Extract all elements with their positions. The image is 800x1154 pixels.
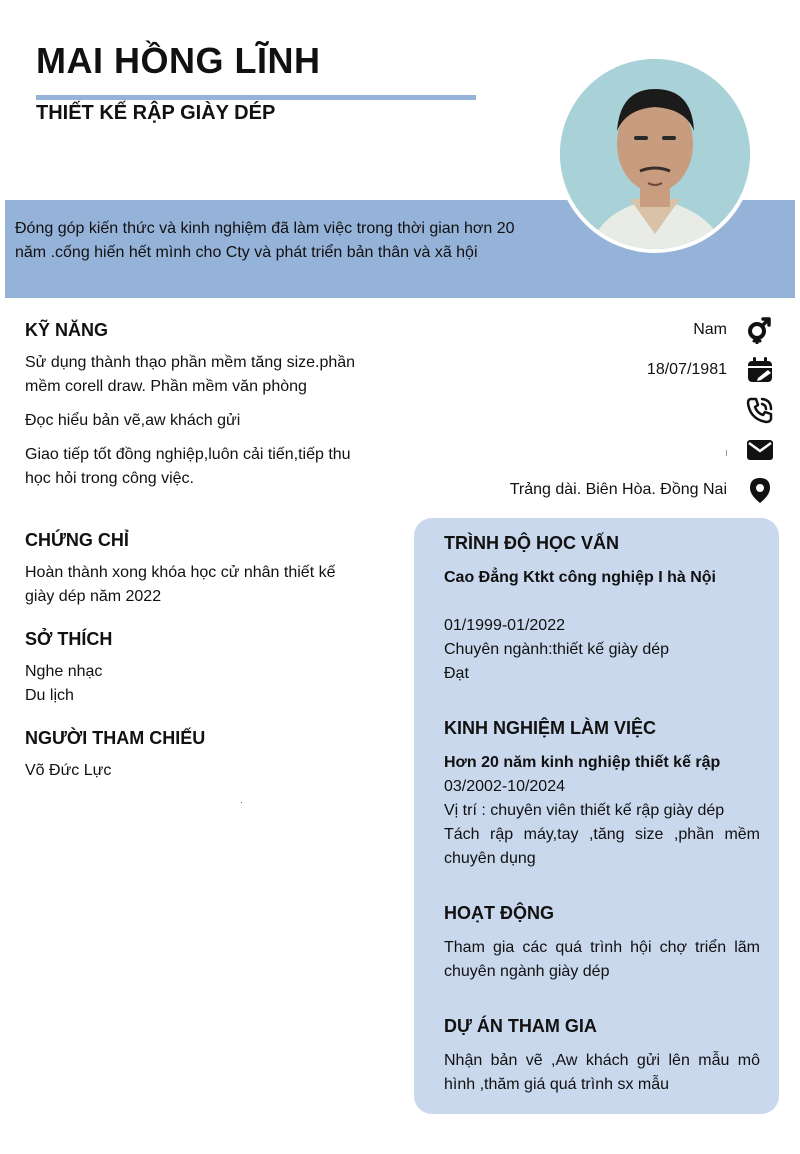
candidate-name: MAI HỒNG LĨNH <box>36 40 321 81</box>
certificates-section <box>25 530 365 609</box>
skills-section <box>25 320 365 491</box>
birthdate-row <box>647 355 775 385</box>
skill-item: Đọc hiểu bản vẽ,aw khách gửi <box>25 412 241 429</box>
certificate-item: Hoàn thành xong khóa học cử nhân thiết kế giày dép năm 2022 <box>25 564 336 605</box>
experience-section <box>444 718 760 871</box>
activities-section <box>444 903 760 984</box>
experience-title: Hơn 20 năm kinh nghiệp thiết kế rập <box>444 754 721 771</box>
hobby-item: Du lịch <box>25 687 74 704</box>
email-row <box>727 435 775 465</box>
profile-photo <box>556 55 754 253</box>
title-divider <box>36 95 476 100</box>
activities-description: Tham gia các quá trình hội chợ triển lãm chuyên ngành giày dép <box>444 939 760 980</box>
email-icon <box>745 435 775 465</box>
education-result: Đạt <box>444 665 469 682</box>
location-icon <box>745 475 775 505</box>
gender-value: Nam <box>693 321 727 338</box>
projects-heading: DỰ ÁN THAM GIA <box>444 1016 597 1036</box>
phone-icon <box>745 395 775 425</box>
skill-item: Sử dụng thành thạo phần mềm tăng size.phần mềm corell draw. Phần mềm văn phòng <box>25 354 356 395</box>
projects-section <box>444 1016 760 1097</box>
reference-item: Võ Đức Lực <box>25 762 112 779</box>
stray-dot <box>241 802 242 803</box>
experience-position: Vị trí : chuyên viên thiết kế rập giày dép <box>444 802 725 819</box>
experience-period: 03/2002-10/2024 <box>444 778 565 795</box>
education-heading: TRÌNH ĐỘ HỌC VẤN <box>444 533 619 553</box>
references-section <box>25 728 365 783</box>
activities-heading: HOẠT ĐỘNG <box>444 903 554 923</box>
birthdate-value: 18/07/1981 <box>646 361 727 378</box>
hobbies-heading: SỞ THÍCH <box>25 629 113 649</box>
gender-icon <box>745 315 775 345</box>
phone-row <box>727 395 775 425</box>
experience-description: Tách rập máy,tay ,tăng size ,phần mềm chuyên dụng <box>444 826 760 867</box>
projects-description: Nhận bản vẽ ,Aw khách gửi lên mẫu mô hình ,thăm giá quá trình sx mẫu <box>444 1052 760 1093</box>
skill-item: Giao tiếp tốt đồng nghiệp,luôn cải tiến,tiếp thu học hỏi trong công việc. <box>25 446 351 487</box>
address-value: Trảng dài. Biên Hòa. Đồng Nai <box>509 481 727 498</box>
education-period: 01/1999-01/2022 <box>444 617 565 634</box>
gender-row <box>693 315 775 345</box>
references-heading: NGƯỜI THAM CHIẾU <box>25 728 206 748</box>
job-title: THIẾT KẾ RẬP GIÀY DÉP <box>36 102 276 124</box>
education-school: Cao Đẳng Ktkt công nghiệp I hà Nội <box>444 569 716 586</box>
career-objective: Đóng góp kiến thức và kinh nghiệm đã làm việc trong thời gian hơn 20 năm .cống hiến hết mình cho Cty và phát triển bản thân và xã hội <box>15 220 515 261</box>
education-major: Chuyên ngành:thiết kế giày dép <box>444 641 670 658</box>
certificates-heading: CHỨNG CHỈ <box>25 530 129 550</box>
address-row <box>510 475 775 505</box>
hobbies-section <box>25 629 365 708</box>
calendar-icon <box>745 355 775 385</box>
education-section <box>444 533 760 686</box>
hobby-item: Nghe nhạc <box>25 663 103 680</box>
experience-heading: KINH NGHIỆM LÀM VIỆC <box>444 718 657 738</box>
skills-heading: KỸ NĂNG <box>25 320 109 340</box>
